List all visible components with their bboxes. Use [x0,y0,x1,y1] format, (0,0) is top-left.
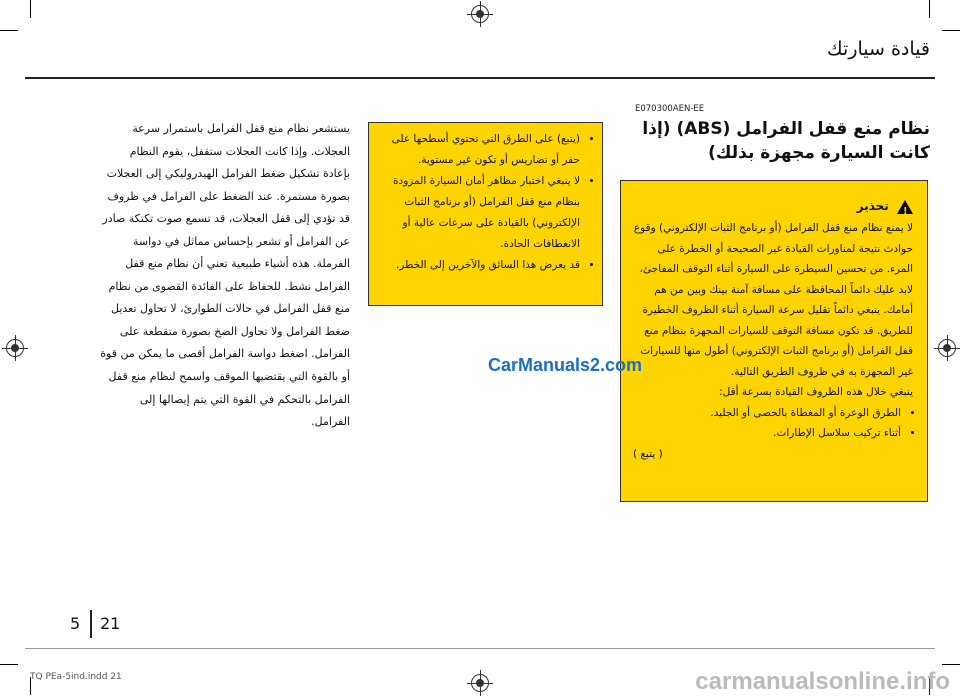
warning-paragraph: لا يمنع نظام منع قفل الفرامل (أو برنامج الثبات الإلكتروني) وقوع حوادث نتيجة لمناورات القيادة غير الصحيحة أو الخطرة على المرء. من تحسين السيطرة على السيارة أثناء التوقف المفاجئ، لابد عليك دائماً المحافظة على مسافة آمنة بينك وبين من هم أمامك. ينبغي دائماً تقليل سرعة السيارة أثناء الظروف الخطيرة للطريق. قد تكون مسافة التوقف للسيارات المجهزة بنظام منع قفل الفرامل (أو برنامج الثبات الإلكتروني) أطول منها للسيارات غير المجهزة به في ظروف الطريق التالية. [633,222,913,378]
section-title: نظام منع قفل الفرامل (ABS) (إذا كانت السيارة مجهزة بذلك) [642,119,930,163]
crop-mark [0,30,18,31]
page-number: 21 [100,614,121,633]
chapter-number: 5 [70,614,81,633]
registration-mark-icon [471,5,489,23]
crop-mark [30,0,31,18]
body-paragraph: يستشعر نظام منع قفل الفرامل باستمرار سرعة العجلات. وإذا كانت العجلات ستقفل، يقوم النظام بإعادة تشكيل ضغط الفرامل الهيدروليكي إلى العجلات بصورة مستمرة. عند الضغط على الفرامل في ظروف قد تؤدي إلى قفل العجلات، قد تسمع صوت تكتكة صادر عن الفرامل أو تشعر بإحساس مماثل في دواسة الفرملة. هذه أشياء طبيعية تعني أن نظام منع قفل الفرامل نشط. للحفاظ على الفائدة القصوى من نظام منع قفل الفرامل في حالات الطوارئ، لا تحاول تعديل ضغط الفرامل ولا تحاول الضخ بصورة متقطعة على الفرامل. اضغط دواسة الفرامل أقصى ما يمكن من قوة أو بالقوة التي يقتضيها الموقف واسمح لنظام منع قفل الفرامل بالتحكم في القوة التي يتم إيصالها إلى الفرامل. [100,122,350,429]
crop-mark [929,0,930,18]
note-box [368,122,603,306]
watermark-bottom: carmanualsonline.info [695,668,950,695]
list-item: • الطرق الوعرة أو المغطاة بالحصى أو الجليد. [633,403,901,423]
registration-mark-icon [471,674,489,692]
file-slug: TQ PEa-5ind.indd 21 [30,672,122,682]
registration-mark-icon [6,339,24,357]
header-divider [25,77,935,79]
list-item: • أثناء تركيب سلاسل الإطارات. [633,423,901,443]
warning-sub-intro: ينبغي خلال هذه الظروف القيادة بسرعة أقل: [719,386,913,399]
registration-mark-icon [938,339,956,357]
warning-box [620,180,928,502]
crop-mark [942,664,960,665]
crop-mark [0,664,18,665]
section-code: E070300AEN-EE [635,104,705,114]
warning-heading [633,195,913,218]
list-item: • (يتبع) على الطرق التي تحتوي أسطحها على حفر أو تضاريس أو تكون غير مستوية. [377,129,580,171]
continued-label: ( يتبع ) [633,447,663,460]
warning-label: تحذير [856,199,889,213]
page-header-title: قيادة سيارتك [827,38,930,60]
footer-separator [90,610,92,638]
footer-divider [25,648,935,649]
note-list [377,129,592,276]
list-item: • لا ينبغي اختبار مظاهر أمان السيارة المزودة بنظام منع قفل الفرامل (أو برنامج الثبات الإلكتروني) بالقيادة على سرعات عالية أو الانعطافات الحادة. [377,171,580,255]
watermark-center: CarManuals2.com [488,355,643,375]
list-item: • قد يعرض هذا السائق والآخرين إلى الخطر. [377,255,580,276]
crop-mark [942,30,960,31]
warning-triangle-icon: ! [897,200,913,214]
warning-list [633,403,913,444]
